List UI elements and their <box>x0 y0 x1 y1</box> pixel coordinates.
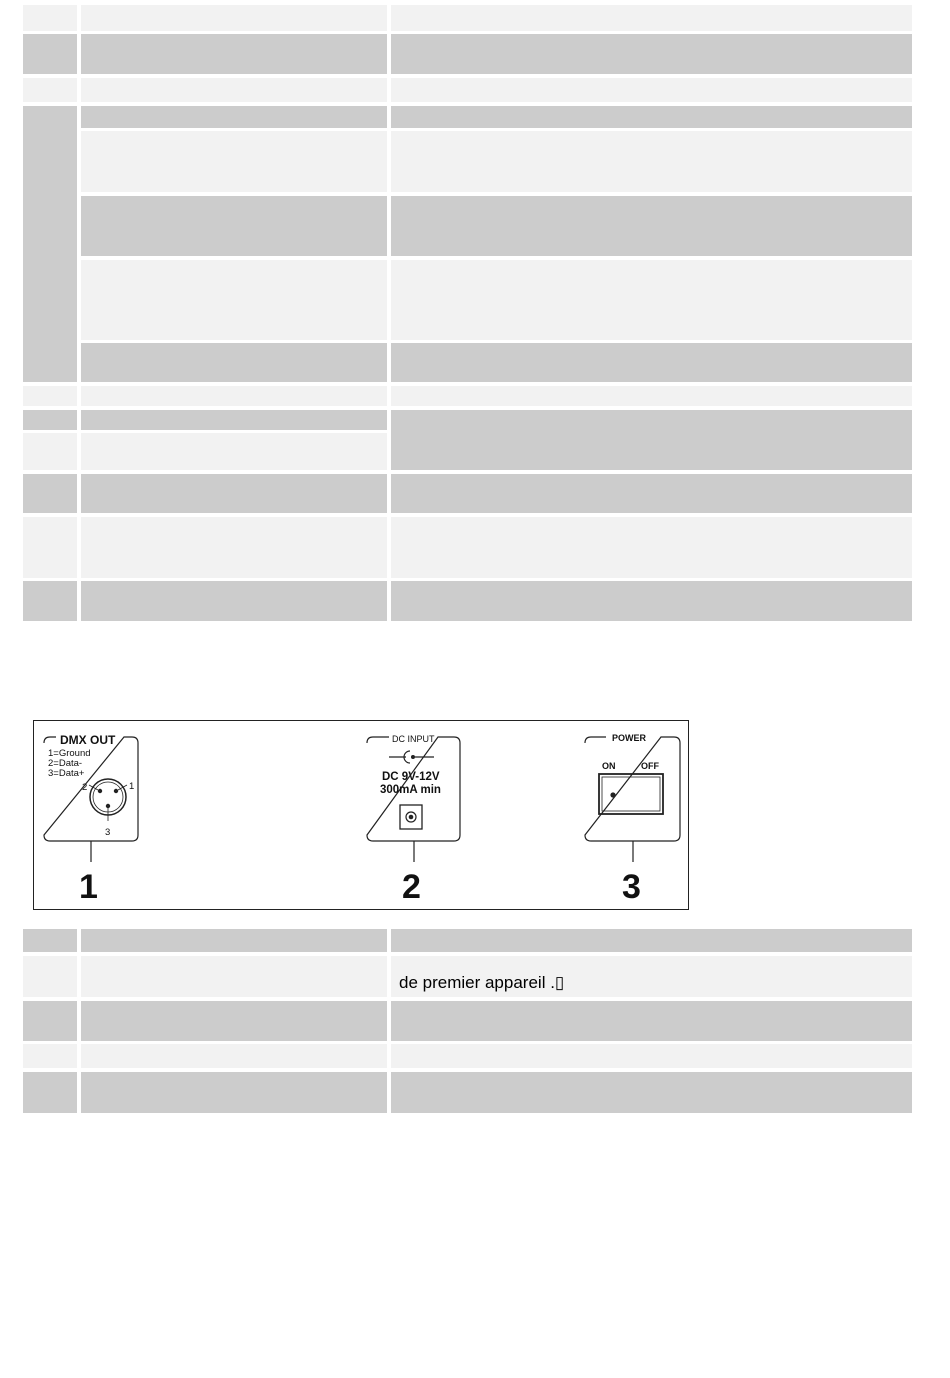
table-cell <box>23 410 77 430</box>
pin-label: 1=Ground <box>48 748 91 759</box>
table-cell <box>81 5 387 31</box>
table-cell <box>23 386 77 406</box>
table-cell <box>391 474 912 513</box>
table-cell <box>391 517 912 578</box>
callout-number: 3 <box>622 868 641 906</box>
table-cell <box>81 131 387 192</box>
table-cell <box>81 581 387 621</box>
table-cell <box>81 517 387 578</box>
table-cell <box>391 581 912 621</box>
table-cell <box>391 196 912 256</box>
table-cell <box>81 34 387 74</box>
power-off-label: OFF <box>641 761 659 771</box>
table-cell <box>23 5 77 31</box>
callout-number: 1 <box>79 868 98 906</box>
table-cell <box>81 106 387 128</box>
power-switch <box>585 733 680 841</box>
table-cell <box>81 386 387 406</box>
table-cell <box>81 433 387 470</box>
dc-input-voltage: DC 9V-12V <box>382 771 440 783</box>
table-cell <box>23 78 77 102</box>
rocker-switch-icon <box>599 774 663 814</box>
table-cell <box>391 386 912 406</box>
dc-input-jack <box>367 734 460 841</box>
dc-input-current: 300mA min <box>380 784 441 796</box>
table-cell <box>391 34 912 74</box>
table-cell <box>23 474 77 513</box>
table-cell <box>81 343 387 382</box>
table-cell <box>23 106 77 382</box>
table-cell <box>391 78 912 102</box>
cell-text: de premier appareil .▯ <box>399 973 565 992</box>
callout-number: 2 <box>402 868 421 906</box>
power-on-label: ON <box>602 761 616 771</box>
dmx-out-connector <box>44 733 138 841</box>
table-cell <box>23 581 77 621</box>
table-cell <box>391 343 912 382</box>
table-cell <box>23 517 77 578</box>
table-cell <box>391 410 912 470</box>
dc-input-title: DC INPUT <box>392 734 435 744</box>
table-cell <box>81 410 387 430</box>
pin-number: 1 <box>129 781 135 792</box>
table-cell <box>81 196 387 256</box>
table-cell <box>391 131 912 192</box>
pin-number: 3 <box>105 827 111 838</box>
rear-panel-drawing <box>34 721 690 911</box>
rear-panel-diagram <box>33 720 689 910</box>
table-cell <box>391 260 912 340</box>
pin-number: 2 <box>82 782 88 793</box>
callouts <box>79 841 641 906</box>
table-cell <box>81 78 387 102</box>
table-cell <box>23 433 77 470</box>
table-cell <box>81 260 387 340</box>
power-title: POWER <box>612 733 647 743</box>
dmx-out-title: DMX OUT <box>60 733 116 747</box>
pin-label: 3=Data+ <box>48 768 85 779</box>
table-cell <box>23 34 77 74</box>
table-cell <box>81 474 387 513</box>
table-cell <box>391 106 912 128</box>
table-cell <box>391 5 912 31</box>
pin-label: 2=Data- <box>48 758 83 769</box>
